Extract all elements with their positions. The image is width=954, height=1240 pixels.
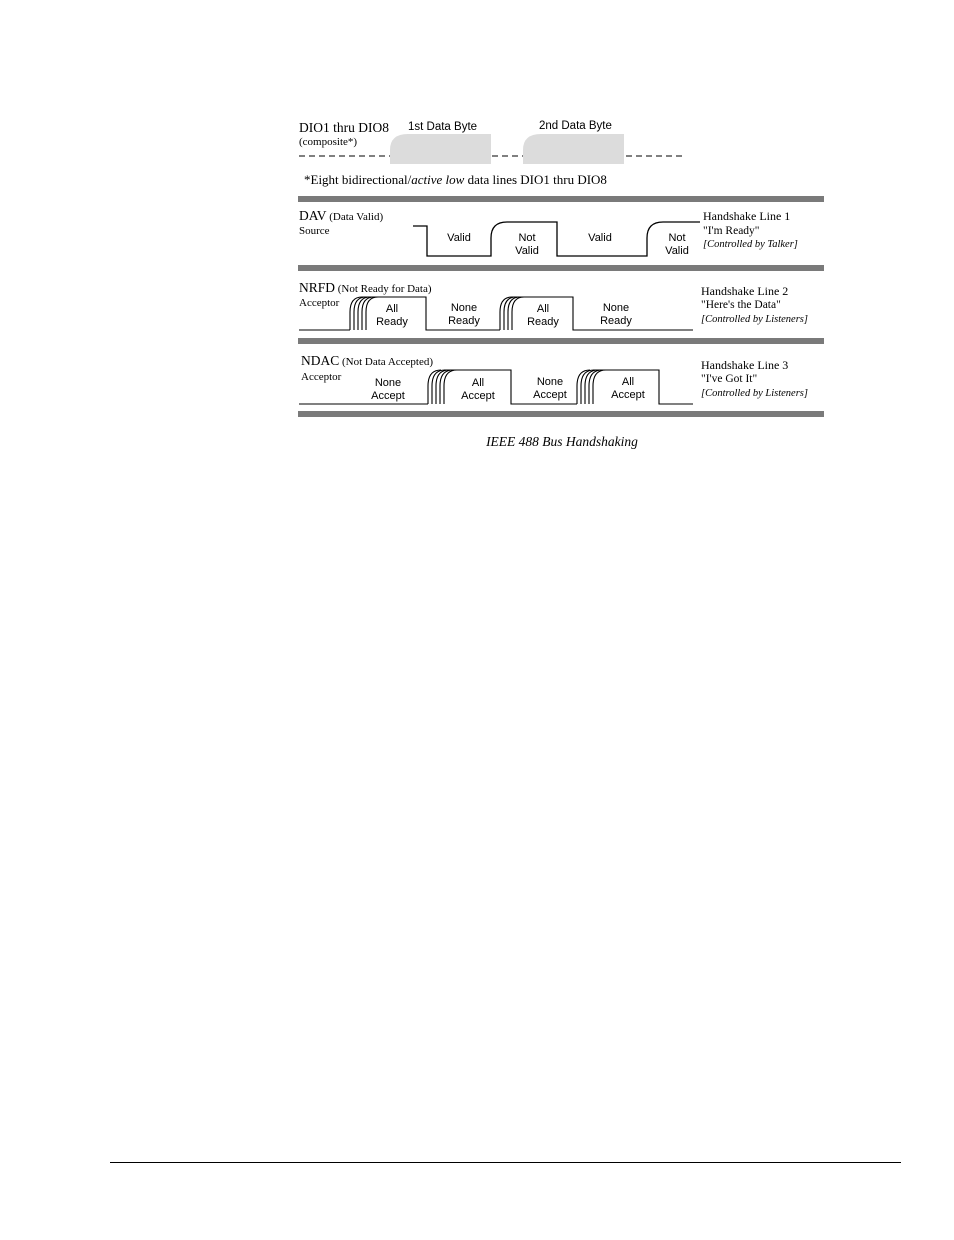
dav-label-not-1: Not (518, 232, 536, 244)
dav-label-valid-2b: Valid (665, 245, 689, 257)
nrfd-label-ready-1: Ready (376, 316, 408, 328)
ndac-role: Acceptor (301, 371, 342, 383)
ndac-label-accept-1: Accept (371, 390, 405, 402)
data-byte-2-label: 2nd Data Byte (539, 120, 612, 132)
ndac-label-all-1: All (471, 377, 485, 389)
ndac-label-all-2: All (621, 376, 635, 388)
dio-section (299, 120, 686, 187)
dav-line-label: Handshake Line 1 (703, 209, 791, 223)
nrfd-label-ready-2: Ready (448, 315, 480, 327)
nrfd-title: NRFD (Not Ready for Data) (299, 280, 432, 295)
nrfd-label-ready-4: Ready (600, 315, 632, 327)
ndac-label-none-1: None (374, 377, 402, 389)
dav-role: Source (299, 225, 330, 237)
figure-caption: IEEE 488 Bus Handshaking (486, 434, 638, 449)
nrfd-section (299, 280, 808, 330)
divider-4 (298, 411, 824, 417)
nrfd-quote: "Here's the Data" (701, 299, 781, 311)
dio-sub: (composite*) (299, 136, 358, 148)
dav-title: DAV (Data Valid) (299, 208, 384, 223)
nrfd-line-label: Handshake Line 2 (701, 284, 789, 298)
dav-label-not-2: Not (668, 232, 686, 244)
nrfd-control: [Controlled by Listeners] (701, 314, 808, 325)
dav-control: [Controlled by Talker] (703, 239, 798, 250)
dav-label-valid-1b: Valid (515, 245, 539, 257)
dio-footnote: *Eight bidirectional/active low data lines DIO1 thru DIO8 (304, 172, 607, 187)
dav-label-valid-2: Valid (588, 232, 612, 244)
dav-quote: "I'm Ready" (703, 225, 760, 237)
nrfd-waveform (299, 297, 693, 330)
footer-rule (110, 1162, 901, 1163)
ndac-control: [Controlled by Listeners] (701, 388, 808, 399)
nrfd-label-ready-3: Ready (527, 316, 559, 328)
data-byte-1-shape (390, 134, 491, 164)
ndac-quote: "I've Got It" (701, 373, 758, 385)
ndac-label-accept-4: Accept (611, 389, 645, 401)
nrfd-label-none-1: None (450, 302, 478, 314)
data-byte-2-shape (523, 134, 624, 164)
dav-section (299, 208, 798, 257)
divider-1 (298, 196, 824, 202)
ndac-line-label: Handshake Line 3 (701, 358, 789, 372)
divider-2 (298, 265, 824, 271)
nrfd-label-all-1: All (385, 303, 399, 315)
ndac-title: NDAC (Not Data Accepted) (301, 353, 434, 368)
dav-label-valid-1: Valid (447, 232, 471, 244)
ndac-label-none-2: None (536, 376, 564, 388)
nrfd-label-all-2: All (536, 303, 550, 315)
data-byte-1-label: 1st Data Byte (408, 121, 478, 133)
dio-name: DIO1 thru DIO8 (299, 120, 389, 135)
divider-3 (298, 338, 824, 344)
ndac-label-accept-3: Accept (533, 389, 567, 401)
ndac-label-accept-2: Accept (461, 390, 495, 402)
ndac-section (299, 353, 808, 404)
nrfd-role: Acceptor (299, 297, 340, 309)
nrfd-label-none-2: None (602, 302, 630, 314)
